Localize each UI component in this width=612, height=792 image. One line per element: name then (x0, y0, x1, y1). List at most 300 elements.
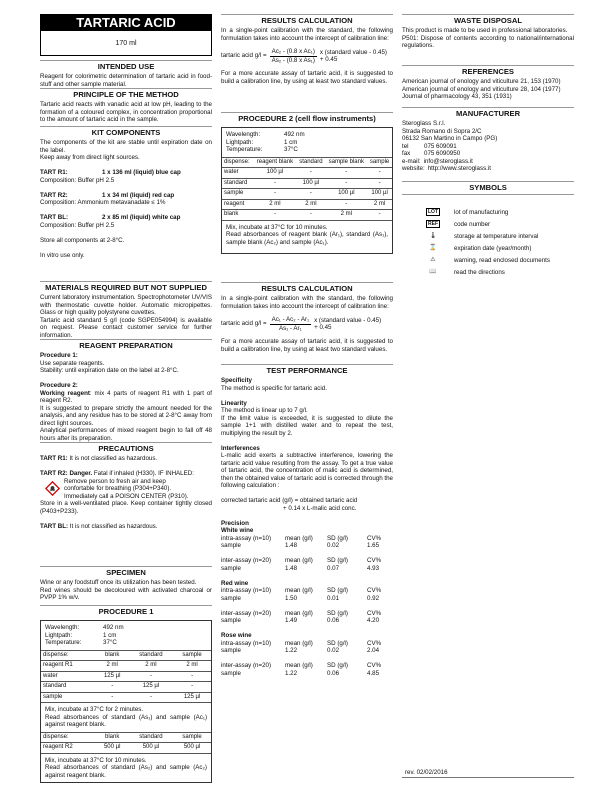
text: Remove person to fresh air and keep (64, 477, 166, 485)
parameter-value: 492 nm (103, 624, 124, 631)
section-heading: RESULTS CALCULATION (221, 282, 393, 294)
table-row (41, 743, 211, 753)
table-cell: blank (96, 650, 129, 661)
table-cell: dispense: (41, 732, 96, 743)
table-row (41, 692, 211, 702)
contact-row (402, 158, 574, 166)
symbols-section (402, 181, 574, 279)
precision-cell: 1.48 (285, 542, 298, 549)
table-cell: water (222, 168, 254, 179)
table-cell: sample (173, 650, 211, 661)
table-cell: water (41, 671, 96, 682)
skull-hazard-icon (40, 478, 64, 501)
precision-cell: 1.49 (285, 617, 298, 624)
parameter-value: 37°C (284, 146, 298, 153)
table-cell: standard (129, 732, 173, 743)
paragraph: Wine or any foodstuff once its utilization has been tested. (40, 579, 197, 586)
table-cell: dispense: (222, 157, 254, 168)
symbol-label: expiration date (year/month) (454, 245, 532, 253)
paragraph: If the limit value is exceeded, it is suggested to dilute the sample 1+1 with distilled water and to repeat the test, multiplying the result by 2. (221, 414, 393, 437)
warning-icon (424, 257, 442, 265)
table-cell: sample (173, 732, 211, 743)
gap-spacer (40, 162, 212, 170)
precision-row (221, 662, 393, 677)
address-line: Steroglass S.r.l. (402, 120, 446, 127)
reference-item: American journal of enology and viticulture 21, 153 (1970) (402, 78, 561, 85)
precision-cell: 1.22 (285, 647, 298, 654)
bold-term: TART R1: (40, 455, 68, 462)
precision-cell: CV% (367, 639, 382, 647)
symbol-row (424, 207, 574, 219)
subheading: Procedure 1: (40, 352, 78, 359)
materials-section (40, 281, 212, 339)
kit-item-desc: 1 x 34 ml (liquid) red cap (102, 191, 175, 199)
precision-cell: sample (221, 669, 241, 677)
subheading: Interferences (221, 444, 260, 452)
table-cell: standard (296, 157, 325, 168)
section-heading: SYMBOLS (402, 181, 574, 193)
bold-term: TART BL: (40, 522, 69, 530)
text: Immediately call a POISON CENTER (P310). (64, 492, 189, 500)
table-cell: - (254, 178, 297, 189)
table-row (41, 650, 211, 661)
symbol-row (424, 243, 574, 255)
table-cell: - (129, 671, 173, 682)
contact-value: 075 6090950 (424, 150, 461, 157)
section-heading: REFERENCES (402, 65, 574, 77)
paragraph: The method is specific for tartaric acid. (221, 384, 327, 392)
procedure-1-table-1 (41, 650, 211, 703)
paragraph: Read absorbances of reagent blank (Ar₁), standard (As₁), sample blank (Ac₂) and sample (Ac₁). (226, 231, 388, 246)
precision-cell: 0.02 (327, 647, 340, 654)
section-heading: MATERIALS REQUIRED BUT NOT SUPPLIED (40, 281, 212, 293)
table-cell: standard (41, 682, 96, 693)
paragraph: Use separate reagents. (40, 359, 105, 367)
parameter-row (226, 146, 388, 154)
paragraph: In a single-point calibration with the standard, the following formulation takes into account the intercept of calibration line: (221, 27, 393, 42)
product-title: TARTARIC ACID (41, 15, 211, 31)
section-heading: PRECAUTIONS (40, 442, 212, 454)
subheading: Procedure 2: (40, 382, 78, 389)
kit-components-section (40, 126, 212, 281)
precision-cell: 1.48 (285, 564, 298, 572)
symbol-label: read the directions (454, 269, 505, 277)
precision-cell: sample (221, 564, 241, 572)
table-cell: dispense: (41, 650, 96, 661)
parameter-label: Wavelength: (226, 131, 261, 138)
table-cell: - (367, 178, 392, 189)
table-cell: sample (41, 692, 96, 702)
contact-label: website: (402, 165, 425, 172)
revision-date: rev. 02/02/2016 (405, 769, 448, 776)
lot-icon-glyph: LOT (428, 209, 438, 216)
procedure-2-section (221, 112, 393, 282)
precision-cell: 4.93 (367, 564, 380, 572)
precision-cell: CV% (367, 609, 382, 617)
paragraph: Store all components at 2-8°C. (40, 236, 125, 244)
paragraph (40, 455, 212, 463)
precision-cell: 1.50 (285, 594, 298, 602)
section-heading: SPECIMEN (40, 566, 212, 578)
table-cell: 125 µl (129, 682, 173, 693)
precision-cell: 1.65 (367, 542, 380, 549)
precision-cell: CV% (367, 534, 382, 542)
paragraph: For a more accurate assay of tartaric acid, it is suggested to build a calibration line, by using at least two standard values. (221, 70, 393, 85)
table-row (41, 732, 211, 743)
parameter-label: Wavelength: (45, 624, 80, 631)
table-cell: 125 µl (96, 671, 129, 682)
paragraph: Read absorbances of standard (As₁) and sample (Ac₁) against reagent blank. (45, 713, 207, 728)
table-cell: 2 ml (173, 661, 211, 672)
table-cell: 100 µl (367, 189, 392, 200)
precision-cell: intra-assay (n=10) (221, 587, 272, 594)
precision-cell: mean (g/l) (285, 639, 313, 647)
specimen-section (40, 566, 212, 605)
precision-cell: SD (g/l) (327, 609, 348, 617)
table-cell: 500 µl (173, 743, 211, 753)
paragraph: P501: Dispose of contents according to national/international regulations. (402, 34, 574, 49)
address-line: Strada Romano di Sopra 2/C (402, 127, 482, 135)
paragraph: Reagent for colorimetric determination of tartaric acid in food-stuff and other sample material. (40, 73, 212, 88)
precision-cell: mean (g/l) (285, 557, 313, 564)
table-cell: 2 ml (325, 210, 367, 220)
precision-cell: 0.02 (327, 542, 340, 549)
table-cell: standard (129, 650, 173, 661)
precision-cell: SD (g/l) (327, 534, 348, 542)
procedure-1-section (40, 605, 212, 783)
contact-value: http://www.steroglass.it (427, 165, 491, 172)
formula (221, 48, 393, 64)
results-calculation-2 (221, 282, 393, 364)
paragraph: Store in a well-ventilated place. Keep container tightly closed (P403+P233). (40, 500, 212, 515)
precision-cell: 0.01 (327, 594, 340, 602)
table-cell: - (325, 168, 367, 179)
text: : mix 4 parts of reagent R1 with 1 part of reagent R2. (40, 389, 212, 404)
precision-cell: 4.20 (367, 617, 380, 624)
section-heading: WASTE DISPOSAL (402, 14, 574, 26)
precision-row (221, 610, 393, 625)
table-cell: sample (367, 157, 392, 168)
precision-cell: sample (221, 542, 241, 549)
table-cell: 100 µl (325, 189, 367, 200)
precision-cell: mean (g/l) (285, 662, 313, 669)
formula-lhs: tartaric acid g/l = (221, 52, 267, 60)
table-cell: - (367, 210, 392, 220)
table-cell: 100 µl (296, 178, 325, 189)
right-column (402, 14, 574, 784)
paragraph: In a single-point calibration with the standard, the following formulation takes into account the intercept of calibration line: (221, 295, 393, 310)
table-row (41, 682, 211, 693)
table-cell: sample blank (325, 157, 367, 168)
contact-label: tel (402, 142, 409, 150)
kit-item-desc: 1 x 136 ml (liquid) blue cap (102, 169, 181, 176)
text: It is not classified as hazardous. (68, 522, 158, 530)
ref-icon (424, 221, 442, 229)
subheading: Linearity (221, 399, 247, 407)
parameter-label: Temperature: (45, 639, 82, 646)
hourglass-icon (424, 245, 442, 253)
contact-value: 075 609091 (424, 142, 457, 150)
test-performance-section (221, 364, 393, 677)
precision-row (221, 587, 393, 602)
table-cell: sample (222, 189, 254, 200)
subheading: Precision (221, 519, 249, 527)
paragraph: The components of the kit are stable until expiration date on the label. (40, 139, 212, 154)
text: It is not classified as hazardous. (67, 455, 158, 462)
paragraph: For a more accurate assay of tartaric acid, it is suggested to build a calibration line, by using at least two standard values. (221, 338, 393, 353)
table-cell: reagent R2 (41, 743, 96, 753)
table-cell: blank (96, 732, 129, 743)
precision-cell: sample (221, 647, 241, 654)
precision-cell: 0.06 (327, 617, 340, 624)
table-cell: 500 µl (129, 743, 173, 753)
precision-group-title: White wine (221, 527, 254, 534)
gap-spacer (40, 184, 212, 192)
contact-label: e-mail: (402, 157, 421, 165)
precision-cell: CV% (367, 662, 382, 669)
middle-column (221, 14, 393, 677)
table-cell: - (325, 178, 367, 189)
precision-cell: SD (g/l) (327, 557, 348, 564)
parameter-value: 492 nm (284, 131, 305, 138)
principle-section (40, 88, 212, 126)
section-heading: PROCEDURE 1 (40, 605, 212, 617)
section-heading: REAGENT PREPARATION (40, 339, 212, 351)
hourglass-icon-glyph: ⌛ (429, 245, 437, 252)
contact-row (402, 150, 574, 158)
parameter-row (226, 139, 388, 147)
formula-line: corrected tartaric acid (g/l) = obtained tartaric acid (221, 497, 358, 504)
procedure-2-table (222, 157, 392, 220)
kit-item (40, 192, 212, 200)
table-cell: blank (222, 210, 254, 220)
section-heading: TEST PERFORMANCE (221, 364, 393, 376)
paragraph: Tartaric acid standard 5 g/l (code SGPE054994) is available on request. Please contact customer service for further information. (40, 316, 212, 339)
footer (402, 769, 574, 778)
parameter-value: 1 cm (284, 138, 298, 146)
formula-rhs: + 0.45 (314, 324, 332, 331)
book-icon (424, 269, 442, 277)
paragraph: Tartaric acid reacts with vanadic acid at low pH, leading to the formation of a coloured complex, in concentration proportional to the amount of tartaric acid in the sample. (40, 101, 212, 123)
gap-spacer (221, 655, 393, 663)
table-cell: 2 ml (96, 661, 129, 672)
denominator: As₁ - Ar₁ (278, 324, 302, 332)
symbol-label: lot of manufacturing (454, 209, 509, 217)
paragraph: Keep away from direct light sources. (40, 154, 140, 161)
table-row (222, 199, 392, 210)
table-cell: 500 µl (96, 743, 129, 753)
section-heading: INTENDED USE (40, 60, 212, 72)
paragraph: Analytical performances of mixed reagent begin to fall off 48 hours after its preparation. (40, 427, 212, 442)
section-heading: PROCEDURE 2 (cell flow instruments) (221, 112, 393, 124)
table-cell: - (367, 168, 392, 179)
thermometer-icon (424, 233, 442, 241)
section-heading: PRINCIPLE OF THE METHOD (40, 88, 212, 100)
table-cell: reagent blank (254, 157, 297, 168)
precision-row (221, 640, 393, 655)
subheading: Specificity (221, 377, 252, 384)
waste-disposal-section (402, 14, 574, 65)
formula-rhs: x (standard value - 0.45) (314, 316, 382, 324)
section-heading: MANUFACTURER (402, 107, 574, 119)
kit-item-composition: Composition: Buffer pH 2.5 (40, 221, 115, 229)
precision-cell: 4.85 (367, 669, 380, 677)
precision-cell: mean (g/l) (285, 587, 313, 594)
precision-cell: CV% (367, 557, 382, 564)
symbol-label: warning, read enclosed documents (454, 257, 550, 265)
book-icon-glyph: 📖 (429, 269, 437, 276)
precautions-section (40, 442, 212, 566)
table-cell: reagent R1 (41, 661, 96, 672)
table-cell: - (296, 168, 325, 179)
denominator: As₂ - (0.8 x As₁) (271, 56, 315, 64)
precision-row (221, 535, 393, 550)
table-cell: 2 ml (129, 661, 173, 672)
precision-cell: 1.22 (285, 669, 298, 677)
reference-item: American journal of enology and viticulture 28, 104 (1977) (402, 85, 561, 93)
bold-term: Working reagent (40, 389, 90, 397)
precision-cell: inter-assay (n=20) (221, 662, 272, 669)
table-cell: reagent (222, 199, 254, 210)
precision-cell: inter-assay (n=20) (221, 609, 272, 617)
paragraph: Mix, incubate at 37°C for 2 minutes. (45, 706, 144, 713)
symbol-row (424, 219, 574, 231)
bold-term: TART R2: Danger. (40, 470, 93, 477)
formula-lhs: tartaric acid g/l = (221, 320, 267, 328)
precision-cell: mean (g/l) (285, 534, 313, 542)
paragraph (40, 470, 212, 478)
symbol-row (424, 255, 574, 267)
paragraph (40, 390, 212, 405)
symbol-row (424, 231, 574, 243)
intended-use-section (40, 60, 212, 88)
paragraph: Read absorbances of standard (As₂) and sample (Ac₂) against reagent blank. (45, 764, 207, 779)
precision-cell: sample (221, 594, 241, 602)
paragraph: Mix, incubate at 37°C for 10 minutes. (226, 223, 328, 231)
parameter-label: Temperature: (226, 146, 263, 153)
procedure-1-box (40, 620, 212, 783)
gap-spacer (221, 572, 393, 580)
precision-cell: 0.06 (327, 669, 340, 677)
table-cell: 100 µl (254, 168, 297, 179)
table-cell: - (325, 199, 367, 210)
paragraph: L-malic acid exerts a subtractive interference, lowering the tartaric acid value resulting from the assay. To get a true value of tartaric acid, the concentration of malic acid is determined, then the obtained value of tartaric acid is corrected through the following calculation : (221, 452, 393, 489)
thermometer-icon-glyph: 🌡 (429, 233, 437, 240)
reference-item: Journal of pharmacology 43, 351 (1931) (402, 93, 512, 100)
paragraph: It is suggested to prepare strictly the amount needed for the analysis, and any residue has to be stored at 2-8°C away from direct light sources. (40, 404, 212, 427)
address-line: 06132 San Martino in Campo (PG) (402, 135, 498, 142)
table-row (41, 661, 211, 672)
paragraph: Current laboratory instrumentation. Spectrophotometer UV/VIS with thermostatic cuvette holder. Automatic micropipettes. Glass or high quality polystyrene cuvettes. (40, 294, 212, 316)
section-heading: KIT COMPONENTS (40, 126, 212, 138)
contact-row (402, 165, 574, 173)
parameter-row (45, 624, 207, 632)
numerator: Ac₁ - Ac₂ - Ar₁ (271, 316, 310, 323)
table-cell: - (129, 692, 173, 702)
gap-spacer (40, 207, 212, 215)
paragraph: Stability: until expiration date on the label at 2-8°C. (40, 367, 179, 374)
table-cell: - (296, 210, 325, 220)
paragraph: Mix, incubate at 37°C for 10 minutes. (45, 756, 147, 764)
precision-cell: 2.04 (367, 647, 380, 654)
formula-rhs: + 0.45 (319, 56, 338, 63)
table-cell: 2 ml (254, 199, 297, 210)
product-volume: 170 ml (115, 40, 137, 47)
kit-item-composition: Composition: Buffer pH 2.5 (40, 176, 115, 184)
table-cell: - (296, 189, 325, 200)
gap-spacer (221, 602, 393, 610)
table-row (222, 210, 392, 220)
manufacturer-section (402, 107, 574, 181)
title-box (40, 14, 212, 56)
parameter-value: 37°C (103, 639, 117, 646)
symbol-label: storage at temperature interval (454, 233, 539, 241)
paragraph: Red wines should be decoloured with activated charcoal or PVPP 1% w/v. (40, 586, 212, 601)
table-row (222, 178, 392, 189)
kit-item (40, 169, 212, 177)
table-row (222, 157, 392, 168)
table-row (222, 189, 392, 200)
precision-cell: SD (g/l) (327, 639, 348, 647)
text: confortable for breathing (P304+P340). (64, 485, 172, 492)
paragraph (40, 523, 212, 531)
precision-cell: CV% (367, 587, 382, 594)
kit-item-desc: 2 x 85 ml (liquid) white cap (102, 214, 181, 221)
contact-row (402, 143, 574, 151)
parameter-row (45, 632, 207, 640)
section-heading: RESULTS CALCULATION (221, 14, 393, 26)
title-block (40, 14, 212, 60)
paragraph: This product is made to be used in professional laboratories. (402, 27, 568, 34)
table-cell: 2 ml (296, 199, 325, 210)
kit-item-name: TART R1: (40, 169, 68, 176)
parameter-value: 1 cm (103, 631, 117, 639)
table-row (222, 168, 392, 179)
parameter-label: Lightpath: (226, 138, 254, 146)
reagent-preparation-section (40, 339, 212, 442)
kit-item (40, 214, 212, 222)
procedure-1-table-2 (41, 732, 211, 753)
table-cell: - (96, 682, 129, 693)
precision-group-title: Red wine (221, 579, 249, 587)
kit-item-name: TART R2: (40, 191, 68, 199)
procedure-2-box (221, 127, 393, 254)
symbol-label: code number (454, 221, 491, 229)
table-cell: - (173, 671, 211, 682)
references-section (402, 65, 574, 107)
precision-row (221, 557, 393, 572)
gap-spacer (221, 625, 393, 633)
kit-item-composition: Composition: Ammonium metavanadate ≤ 1% (40, 199, 166, 206)
table-cell: - (96, 692, 129, 702)
table-row (41, 671, 211, 682)
precision-cell: SD (g/l) (327, 587, 348, 594)
precision-cell: 0.07 (327, 564, 340, 572)
gap-spacer (221, 550, 393, 558)
text: Fatal if inhaled (H330). IF INHALED: (92, 470, 194, 477)
lot-icon (424, 209, 442, 217)
results-calculation-1 (221, 14, 393, 112)
kit-item-name: TART BL: (40, 214, 69, 221)
precision-cell: 0.92 (367, 594, 380, 602)
precision-cell: inter-assay (n=20) (221, 557, 272, 564)
parameter-row (226, 131, 388, 139)
numerator: Ac₂ - (0.8 x Ac₁) (271, 48, 315, 55)
paragraph: The method is linear up to 7 g/l. (221, 407, 308, 414)
formula-line: + 0.14 x L-malic acid conc. (283, 504, 357, 512)
parameter-row (45, 639, 207, 647)
contact-value: info@steroglass.it (423, 157, 473, 165)
